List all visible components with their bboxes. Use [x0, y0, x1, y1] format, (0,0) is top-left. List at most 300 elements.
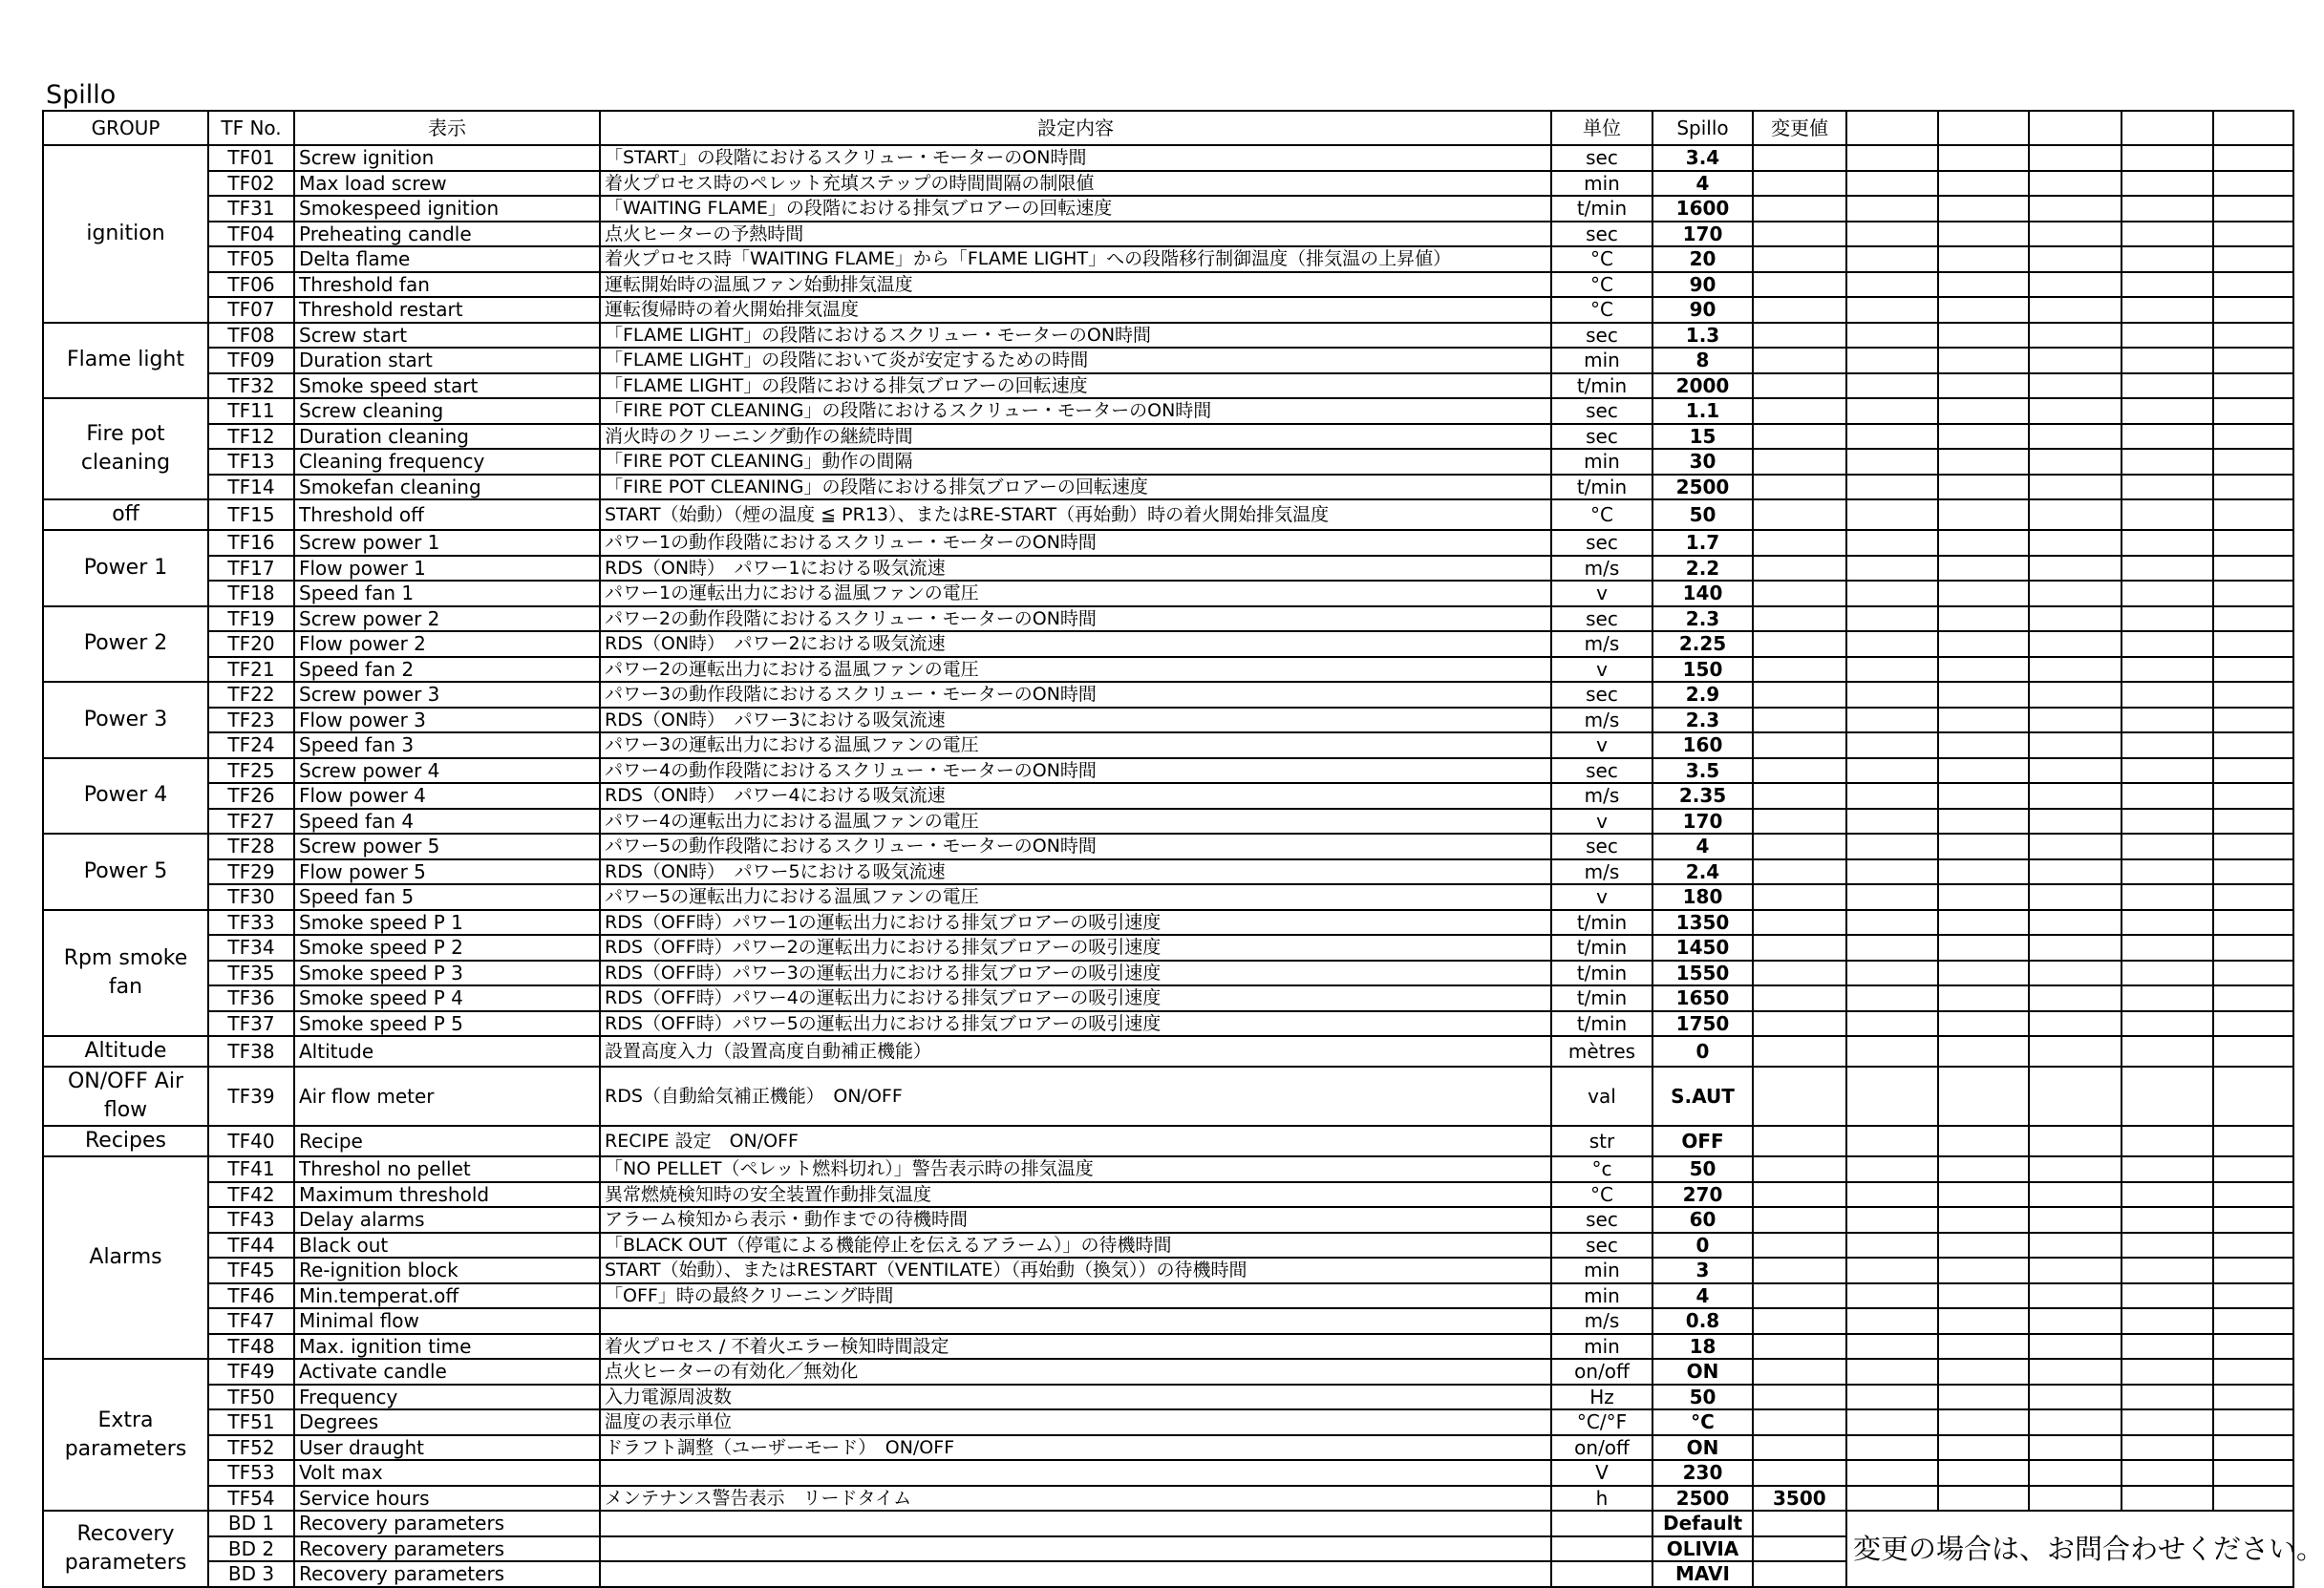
blank-cell	[1846, 272, 1938, 298]
setting-description	[600, 1561, 1551, 1587]
setting-description: メンテナンス警告表示 リードタイム	[600, 1486, 1551, 1512]
blank-cell	[1846, 196, 1938, 222]
tf-number: TF02	[208, 171, 294, 197]
blank-cell	[1938, 222, 2029, 247]
header-blank	[2029, 111, 2121, 145]
blank-cell	[2213, 1308, 2293, 1334]
blank-cell	[1846, 631, 1938, 657]
tf-number: TF29	[208, 859, 294, 885]
blank-cell	[1938, 1011, 2029, 1037]
blank-cell	[2029, 272, 2121, 298]
blank-cell	[1938, 1435, 2029, 1461]
change-value	[1753, 499, 1846, 530]
blank-cell	[2029, 657, 2121, 683]
blank-cell	[1846, 348, 1938, 373]
unit-cell: t/min	[1551, 1011, 1652, 1037]
blank-cell	[1938, 758, 2029, 784]
setting-description: START（始動）（煙の温度 ≦ PR13）、またはRE-START（再始動）時の着火開始排気温度	[600, 499, 1551, 530]
display-label: Threshold fan	[294, 272, 600, 298]
blank-cell	[1846, 1359, 1938, 1385]
spillo-value: 1450	[1652, 935, 1753, 961]
unit-cell: t/min	[1551, 373, 1652, 399]
setting-description: パワー4の運転出力における温風ファンの電圧	[600, 809, 1551, 835]
spillo-value: 1750	[1652, 1011, 1753, 1037]
header-change: 変更値	[1753, 111, 1846, 145]
spillo-value: 60	[1652, 1207, 1753, 1233]
table-row	[43, 1258, 2293, 1283]
group-cell: Power 2	[43, 606, 208, 683]
unit-cell: min	[1551, 1334, 1652, 1360]
table-row	[43, 935, 2293, 961]
blank-cell	[2029, 475, 2121, 500]
blank-cell	[2029, 985, 2121, 1011]
unit-cell: mètres	[1551, 1036, 1652, 1067]
setting-description: パワー3の動作段階におけるスクリュー・モーターのON時間	[600, 682, 1551, 708]
change-value	[1753, 1067, 1846, 1126]
blank-cell	[2121, 606, 2213, 632]
spillo-value: 15	[1652, 424, 1753, 450]
spillo-value: 1350	[1652, 910, 1753, 936]
spillo-value: 2.3	[1652, 708, 1753, 733]
tf-number: TF30	[208, 884, 294, 910]
unit-cell: min	[1551, 1258, 1652, 1283]
blank-cell	[1938, 985, 2029, 1011]
unit-cell: min	[1551, 1283, 1652, 1309]
change-value	[1753, 708, 1846, 733]
display-label: Min.temperat.off	[294, 1283, 600, 1309]
blank-cell	[1846, 1258, 1938, 1283]
blank-cell	[2121, 1207, 2213, 1233]
blank-cell	[2213, 1460, 2293, 1486]
unit-cell: v	[1551, 581, 1652, 606]
display-label: Degrees	[294, 1409, 600, 1435]
spillo-value: 180	[1652, 884, 1753, 910]
blank-cell	[2213, 499, 2293, 530]
blank-cell	[2213, 297, 2293, 323]
change-value	[1753, 657, 1846, 683]
unit-cell: v	[1551, 657, 1652, 683]
tf-number: TF13	[208, 449, 294, 475]
blank-cell	[1846, 1385, 1938, 1410]
blank-cell	[1846, 758, 1938, 784]
blank-cell	[2121, 682, 2213, 708]
change-value	[1753, 530, 1846, 556]
setting-description: 「FLAME LIGHT」の段階における排気ブロアーの回転速度	[600, 373, 1551, 399]
unit-cell: Hz	[1551, 1385, 1652, 1410]
blank-cell	[1938, 297, 2029, 323]
tf-number: TF33	[208, 910, 294, 936]
blank-cell	[1938, 631, 2029, 657]
group-cell: Recipes	[43, 1126, 208, 1156]
spillo-value: 1.3	[1652, 323, 1753, 349]
spillo-value: 1.7	[1652, 530, 1753, 556]
blank-cell	[2213, 348, 2293, 373]
spillo-value: 90	[1652, 272, 1753, 298]
change-value	[1753, 961, 1846, 986]
blank-cell	[1938, 145, 2029, 171]
blank-cell	[2213, 884, 2293, 910]
setting-description: 「FIRE POT CLEANING」の段階におけるスクリュー・モーターのON時間	[600, 398, 1551, 424]
spillo-value: 170	[1652, 809, 1753, 835]
unit-cell: t/min	[1551, 985, 1652, 1011]
group-cell: Extra parameters	[43, 1359, 208, 1511]
header-spillo: Spillo	[1652, 111, 1753, 145]
unit-cell: sec	[1551, 530, 1652, 556]
spillo-value: °C	[1652, 1409, 1753, 1435]
blank-cell	[1846, 171, 1938, 197]
blank-cell	[2213, 1258, 2293, 1283]
blank-cell	[1846, 657, 1938, 683]
change-value	[1753, 1182, 1846, 1208]
blank-cell	[2121, 1308, 2213, 1334]
display-label: Speed fan 3	[294, 732, 600, 758]
change-value	[1753, 1308, 1846, 1334]
unit-cell: str	[1551, 1126, 1652, 1156]
display-label: Delay alarms	[294, 1207, 600, 1233]
blank-cell	[2213, 758, 2293, 784]
setting-description: 消火時のクリーニング動作の継続時間	[600, 424, 1551, 450]
unit-cell: sec	[1551, 398, 1652, 424]
blank-cell	[2121, 424, 2213, 450]
setting-description: 設置高度入力（設置高度自動補正機能）	[600, 1036, 1551, 1067]
setting-description: 「FLAME LIGHT」の段階におけるスクリュー・モーターのON時間	[600, 323, 1551, 349]
blank-cell	[1938, 834, 2029, 859]
change-value	[1753, 1385, 1846, 1410]
unit-cell: sec	[1551, 424, 1652, 450]
display-label: Delta flame	[294, 246, 600, 272]
blank-cell	[2029, 1126, 2121, 1156]
spillo-value: 1.1	[1652, 398, 1753, 424]
spillo-value: 30	[1652, 449, 1753, 475]
setting-description: 温度の表示単位	[600, 1409, 1551, 1435]
blank-cell	[2029, 682, 2121, 708]
blank-cell	[1846, 222, 1938, 247]
display-label: Black out	[294, 1233, 600, 1259]
blank-cell	[2121, 171, 2213, 197]
setting-description: RDS（ON時） パワー1における吸気流速	[600, 556, 1551, 582]
blank-cell	[1938, 323, 2029, 349]
blank-cell	[2029, 1409, 2121, 1435]
tf-number: TF52	[208, 1435, 294, 1461]
blank-cell	[2213, 732, 2293, 758]
blank-cell	[1846, 1308, 1938, 1334]
blank-cell	[2029, 910, 2121, 936]
tf-number: TF32	[208, 373, 294, 399]
blank-cell	[2121, 449, 2213, 475]
setting-description: RDS（OFF時）パワー2の運転出力における排気ブロアーの吸引速度	[600, 935, 1551, 961]
blank-cell	[2213, 1036, 2293, 1067]
blank-cell	[1938, 1308, 2029, 1334]
unit-cell: m/s	[1551, 556, 1652, 582]
blank-cell	[1846, 1036, 1938, 1067]
display-label: Smoke speed P 2	[294, 935, 600, 961]
blank-cell	[2213, 657, 2293, 683]
change-value	[1753, 1156, 1846, 1182]
tf-number: TF01	[208, 145, 294, 171]
setting-description: RDS（OFF時）パワー1の運転出力における排気ブロアーの吸引速度	[600, 910, 1551, 936]
tf-number: TF27	[208, 809, 294, 835]
tf-number: TF35	[208, 961, 294, 986]
blank-cell	[1938, 1486, 2029, 1512]
blank-cell	[2029, 1036, 2121, 1067]
blank-cell	[1846, 910, 1938, 936]
blank-cell	[2029, 1359, 2121, 1385]
blank-cell	[1938, 859, 2029, 885]
blank-cell	[2121, 708, 2213, 733]
change-value	[1753, 348, 1846, 373]
unit-cell: °c	[1551, 1156, 1652, 1182]
blank-cell	[2213, 1334, 2293, 1360]
display-label: Smokespeed ignition	[294, 196, 600, 222]
spillo-value: 2.3	[1652, 606, 1753, 632]
blank-cell	[2029, 732, 2121, 758]
change-value	[1753, 1460, 1846, 1486]
blank-cell	[2213, 682, 2293, 708]
blank-cell	[1846, 424, 1938, 450]
change-value	[1753, 935, 1846, 961]
unit-cell: V	[1551, 1460, 1652, 1486]
setting-description: パワー5の動作段階におけるスクリュー・モーターのON時間	[600, 834, 1551, 859]
blank-cell	[2213, 145, 2293, 171]
blank-cell	[1938, 530, 2029, 556]
change-value	[1753, 884, 1846, 910]
unit-cell: t/min	[1551, 475, 1652, 500]
tf-number: TF31	[208, 196, 294, 222]
spillo-value: 4	[1652, 171, 1753, 197]
blank-cell	[1846, 1182, 1938, 1208]
table-row	[43, 1460, 2293, 1486]
change-value	[1753, 1126, 1846, 1156]
blank-cell	[1938, 1036, 2029, 1067]
table-row	[43, 1435, 2293, 1461]
blank-cell	[2121, 475, 2213, 500]
blank-cell	[1938, 657, 2029, 683]
spillo-value: 3.4	[1652, 145, 1753, 171]
display-label: Speed fan 5	[294, 884, 600, 910]
display-label: Screw cleaning	[294, 398, 600, 424]
blank-cell	[1846, 935, 1938, 961]
blank-cell	[2213, 1067, 2293, 1126]
blank-cell	[2029, 373, 2121, 399]
blank-cell	[2213, 1233, 2293, 1259]
blank-cell	[2121, 1283, 2213, 1309]
blank-cell	[2213, 783, 2293, 809]
change-value	[1753, 809, 1846, 835]
blank-cell	[2029, 1067, 2121, 1126]
display-label: Speed fan 1	[294, 581, 600, 606]
blank-cell	[1938, 272, 2029, 298]
tf-number: TF09	[208, 348, 294, 373]
blank-cell	[2213, 272, 2293, 298]
blank-cell	[2029, 631, 2121, 657]
setting-description: 「FIRE POT CLEANING」動作の間隔	[600, 449, 1551, 475]
group-cell: Fire pot cleaning	[43, 398, 208, 499]
blank-cell	[2213, 859, 2293, 885]
blank-cell	[2121, 935, 2213, 961]
change-value	[1753, 246, 1846, 272]
spillo-value: Default	[1652, 1511, 1753, 1536]
contact-note: 変更の場合は、お問合わせください。	[1846, 1511, 2293, 1587]
tf-number: TF50	[208, 1385, 294, 1410]
change-value	[1753, 758, 1846, 784]
tf-number: TF45	[208, 1258, 294, 1283]
tf-number: TF44	[208, 1233, 294, 1259]
blank-cell	[1846, 708, 1938, 733]
unit-cell: sec	[1551, 145, 1652, 171]
change-value	[1753, 449, 1846, 475]
tf-number: TF23	[208, 708, 294, 733]
unit-cell	[1551, 1536, 1652, 1562]
blank-cell	[1938, 581, 2029, 606]
spillo-value: 1600	[1652, 196, 1753, 222]
group-cell: Power 1	[43, 530, 208, 606]
blank-cell	[1938, 884, 2029, 910]
unit-cell: °C	[1551, 1182, 1652, 1208]
setting-description: パワー1の動作段階におけるスクリュー・モーターのON時間	[600, 530, 1551, 556]
display-label: Altitude	[294, 1036, 600, 1067]
unit-cell: min	[1551, 348, 1652, 373]
table-row	[43, 1486, 2293, 1512]
setting-description: アラーム検知から表示・動作までの待機時間	[600, 1207, 1551, 1233]
table-row	[43, 657, 2293, 683]
change-value	[1753, 475, 1846, 500]
tf-number: TF43	[208, 1207, 294, 1233]
table-row	[43, 783, 2293, 809]
display-label: Duration start	[294, 348, 600, 373]
unit-cell: sec	[1551, 606, 1652, 632]
blank-cell	[2213, 556, 2293, 582]
table-row	[43, 1156, 2293, 1182]
change-value	[1753, 1561, 1846, 1587]
blank-cell	[1846, 1156, 1938, 1182]
blank-cell	[2029, 809, 2121, 835]
change-value	[1753, 631, 1846, 657]
blank-cell	[1846, 1011, 1938, 1037]
setting-description: RDS（OFF時）パワー3の運転出力における排気ブロアーの吸引速度	[600, 961, 1551, 986]
setting-description: パワー2の運転出力における温風ファンの電圧	[600, 657, 1551, 683]
spillo-value: 160	[1652, 732, 1753, 758]
change-value	[1753, 1359, 1846, 1385]
change-value	[1753, 171, 1846, 197]
display-label: Speed fan 4	[294, 809, 600, 835]
spillo-value: 8	[1652, 348, 1753, 373]
blank-cell	[2121, 348, 2213, 373]
blank-cell	[2029, 1486, 2121, 1512]
spillo-value: 90	[1652, 297, 1753, 323]
blank-cell	[1938, 910, 2029, 936]
blank-cell	[2029, 1011, 2121, 1037]
display-label: Frequency	[294, 1385, 600, 1410]
table-row	[43, 246, 2293, 272]
setting-description: 入力電源周波数	[600, 1385, 1551, 1410]
display-label: Smoke speed P 3	[294, 961, 600, 986]
blank-cell	[2121, 758, 2213, 784]
tf-number: TF37	[208, 1011, 294, 1037]
unit-cell: sec	[1551, 682, 1652, 708]
display-label: Activate candle	[294, 1359, 600, 1385]
setting-description: パワー3の運転出力における温風ファンの電圧	[600, 732, 1551, 758]
display-label: Recovery parameters	[294, 1511, 600, 1536]
tf-number: TF36	[208, 985, 294, 1011]
blank-cell	[2029, 348, 2121, 373]
blank-cell	[2121, 499, 2213, 530]
table-row	[43, 581, 2293, 606]
blank-cell	[2121, 145, 2213, 171]
setting-description: 「FIRE POT CLEANING」の段階における排気ブロアーの回転速度	[600, 475, 1551, 500]
blank-cell	[2029, 1460, 2121, 1486]
spillo-value: 2.9	[1652, 682, 1753, 708]
change-value	[1753, 783, 1846, 809]
blank-cell	[1938, 961, 2029, 986]
display-label: Flow power 5	[294, 859, 600, 885]
blank-cell	[1938, 682, 2029, 708]
blank-cell	[1846, 884, 1938, 910]
table-row	[43, 1308, 2293, 1334]
blank-cell	[2121, 1359, 2213, 1385]
change-value	[1753, 145, 1846, 171]
tf-number: TF12	[208, 424, 294, 450]
display-label: Max. ignition time	[294, 1334, 600, 1360]
blank-cell	[2213, 935, 2293, 961]
unit-cell: v	[1551, 732, 1652, 758]
change-value	[1753, 1258, 1846, 1283]
blank-cell	[2213, 398, 2293, 424]
tf-number: TF39	[208, 1067, 294, 1126]
spillo-value: 1550	[1652, 961, 1753, 986]
tf-number: BD 1	[208, 1511, 294, 1536]
display-label: Smoke speed P 1	[294, 910, 600, 936]
tf-number: TF05	[208, 246, 294, 272]
spillo-value: 170	[1652, 222, 1753, 247]
blank-cell	[2121, 1435, 2213, 1461]
setting-description: RDS（OFF時）パワー4の運転出力における排気ブロアーの吸引速度	[600, 985, 1551, 1011]
table-row	[43, 910, 2293, 936]
blank-cell	[2121, 884, 2213, 910]
setting-description: 「BLACK OUT（停電による機能停止を伝えるアラーム）」の待機時間	[600, 1233, 1551, 1259]
unit-cell: sec	[1551, 758, 1652, 784]
blank-cell	[1846, 732, 1938, 758]
blank-cell	[1938, 935, 2029, 961]
blank-cell	[2029, 1258, 2121, 1283]
group-cell: Power 5	[43, 834, 208, 910]
header-display: 表示	[294, 111, 600, 145]
parameter-table	[42, 110, 2324, 1588]
blank-cell	[2213, 1435, 2293, 1461]
setting-description: RDS（OFF時）パワー5の運転出力における排気ブロアーの吸引速度	[600, 1011, 1551, 1037]
blank-cell	[2029, 1233, 2121, 1259]
blank-cell	[2121, 1258, 2213, 1283]
setting-description: START（始動）、またはRESTART（VENTILATE）（再始動（換気））の待機時間	[600, 1258, 1551, 1283]
blank-cell	[2213, 1283, 2293, 1309]
tf-number: TF08	[208, 323, 294, 349]
table-row	[43, 475, 2293, 500]
blank-cell	[2213, 1385, 2293, 1410]
blank-cell	[2121, 530, 2213, 556]
spillo-value: 18	[1652, 1334, 1753, 1360]
display-label: Screw start	[294, 323, 600, 349]
display-label: Flow power 3	[294, 708, 600, 733]
blank-cell	[2213, 708, 2293, 733]
change-value	[1753, 272, 1846, 298]
blank-cell	[2029, 145, 2121, 171]
setting-description: パワー2の動作段階におけるスクリュー・モーターのON時間	[600, 606, 1551, 632]
blank-cell	[1938, 606, 2029, 632]
display-label: Re-ignition block	[294, 1258, 600, 1283]
blank-cell	[1846, 145, 1938, 171]
display-label: Threshol no pellet	[294, 1156, 600, 1182]
blank-cell	[2029, 246, 2121, 272]
spillo-value: 20	[1652, 246, 1753, 272]
